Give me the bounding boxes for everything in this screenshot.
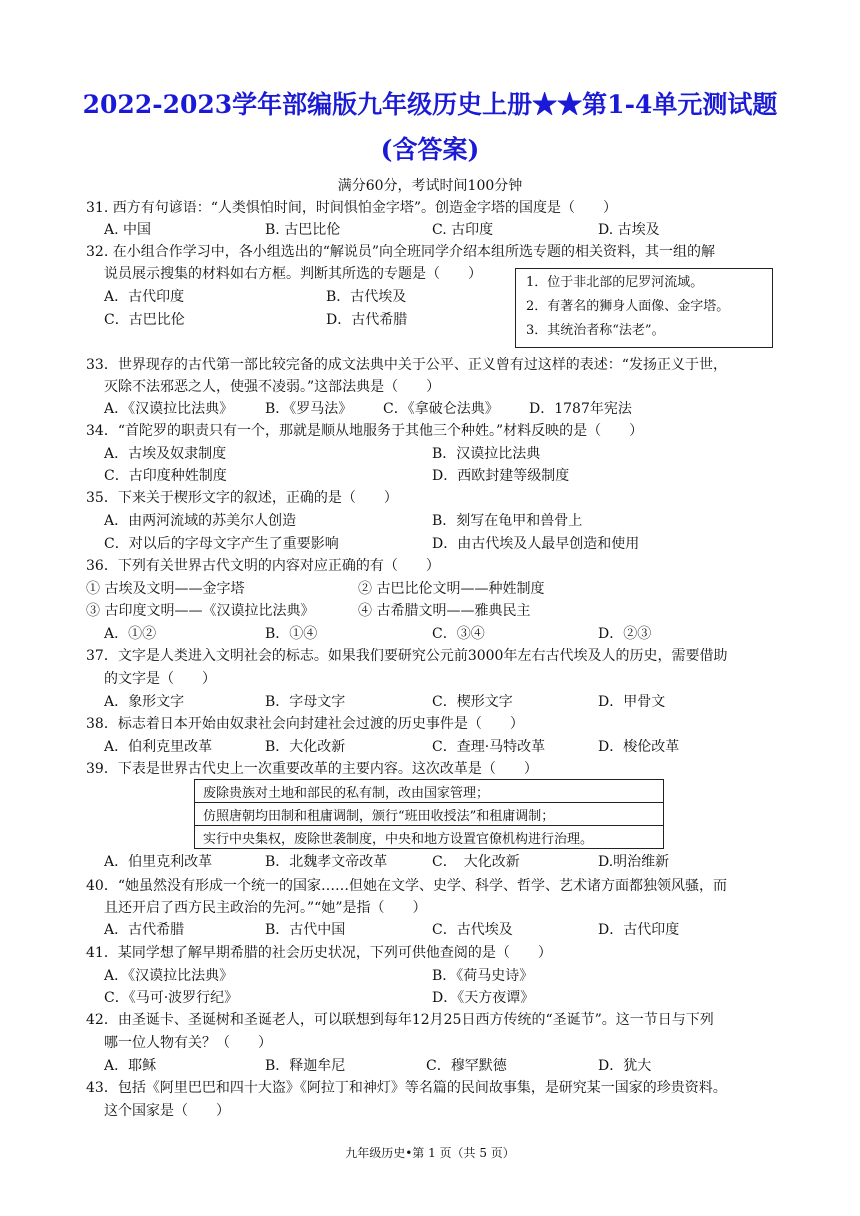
- q34-option-a: A．古埃及奴隶制度: [104, 446, 227, 462]
- q33-option-d: D．1787年宪法: [529, 401, 632, 417]
- q42-stem-2: 哪一位人物有关？（ ）: [104, 1035, 272, 1051]
- q31-stem: 31. 西方有句谚语：“人类惧怕时间，时间惧怕金字塔”。创造金字塔的国度是（ ）: [86, 200, 618, 216]
- q36-item-2: ② 古巴比伦文明——种姓制度: [358, 581, 545, 597]
- q42-option-d: D．犹大: [598, 1058, 652, 1074]
- q33-stem-2: 灭除不法邪恶之人，使强不凌弱。”这部法典是（ ）: [104, 379, 441, 395]
- q33-option-b: B．《罗马法》: [265, 401, 353, 417]
- q43-stem-1: 43．包括《阿里巴巴和四十大盗》《阿拉丁和神灯》等名篇的民间故事集，是研究某一国家的珍贵资料。: [86, 1080, 727, 1096]
- q32-stem-1: 32. 在小组合作学习中，各小组选出的“解说员”向全班同学介绍本组所选专题的相关资料，其一组的解: [86, 244, 716, 260]
- q34-option-b: B．汉谟拉比法典: [432, 446, 541, 462]
- q36-option-c: C．③④: [432, 626, 485, 642]
- q36-option-a: A．①②: [104, 626, 157, 642]
- q40-option-a: A．古代希腊: [104, 922, 185, 938]
- table-row: [195, 780, 664, 803]
- q38-option-a: A．伯利克里改革: [104, 739, 213, 755]
- q31-option-d: D. 古埃及: [598, 222, 660, 238]
- doc-title-line1: 2022-2023学年部编版九年级历史上册★★第1-4单元测试题: [82, 90, 778, 119]
- q39-option-b: B．北魏孝文帝改革: [265, 854, 388, 870]
- q40-option-d: D．古代印度: [598, 922, 680, 938]
- q40-stem-1: 40．“她虽然没有形成一个统一的国家……但她在文学、史学、科学、哲学、艺术诸方面都独领风骚，而: [86, 878, 727, 894]
- q39-row-2: 仿照唐朝均田制和租庸调制，颁行“班田收授法”和租庸调制；: [195, 803, 664, 826]
- q37-option-a: A．象形文字: [104, 694, 185, 710]
- q41-option-a: A．《汉谟拉比法典》: [104, 968, 234, 984]
- doc-title-line2: (含答案): [380, 135, 480, 164]
- q32-stem-2: 说员展示搜集的材料如右方框。判断其所选的专题是（ ）: [104, 266, 482, 282]
- q34-option-d: D．西欧封建等级制度: [432, 468, 570, 484]
- q37-option-d: D．甲骨文: [598, 694, 666, 710]
- q32-box-line-3: 3．其统治者称“法老”。: [526, 323, 665, 338]
- q35-option-a: A．由两河流域的苏美尔人创造: [104, 513, 297, 529]
- q38-stem: 38．标志着日本开始由奴隶社会向封建社会过渡的历史事件是（ ）: [86, 716, 524, 732]
- q36-item-1: ① 古埃及文明——金字塔: [86, 581, 245, 597]
- q33-option-c: C．《拿破仑法典》: [383, 401, 499, 417]
- q35-option-c: C．对以后的字母文字产生了重要影响: [104, 536, 339, 552]
- q32-option-b: B．古代埃及: [326, 289, 407, 305]
- q39-row-3: 实行中央集权，废除世袭制度，中央和地方设置官僚机构进行治理。: [195, 826, 664, 849]
- q37-option-b: B．字母文字: [265, 694, 346, 710]
- q36-item-3: ③ 古印度文明——《汉谟拉比法典》: [86, 603, 315, 619]
- q32-option-a: A．古代印度: [104, 289, 185, 305]
- q32-material-box: [515, 268, 773, 348]
- q33-stem-1: 33．世界现存的古代第一部比较完备的成文法典中关于公平、正义曾有过这样的表述：“发扬正义于世，: [86, 357, 727, 373]
- q41-stem: 41．某同学想了解早期希腊的社会历史状况，下列可供他查阅的是（ ）: [86, 945, 552, 961]
- q39-option-c: C． 大化改新: [432, 854, 520, 870]
- q38-option-c: C．查理·马特改革: [432, 739, 546, 755]
- q34-option-c: C．古印度种姓制度: [104, 468, 227, 484]
- table-row: [195, 803, 664, 826]
- q31-option-c: C. 古印度: [432, 222, 494, 238]
- doc-subtitle: 满分60分，考试时间100分钟: [337, 178, 523, 194]
- q42-stem-1: 42．由圣诞卡、圣诞树和圣诞老人，可以联想到每年12月25日西方传统的“圣诞节”。这一节日与下列: [86, 1012, 714, 1028]
- q40-option-c: C．古代埃及: [432, 922, 513, 938]
- q33-option-a: A．《汉谟拉比法典》: [104, 401, 234, 417]
- q38-option-b: B．大化改新: [265, 739, 346, 755]
- q43-stem-2: 这个国家是（ ）: [104, 1103, 230, 1119]
- q42-option-c: C．穆罕默德: [426, 1058, 507, 1074]
- q36-item-4: ④ 古希腊文明——雅典民主: [358, 603, 531, 619]
- table-row: [195, 826, 664, 849]
- q40-option-b: B．古代中国: [265, 922, 346, 938]
- q39-row-1: 废除贵族对土地和部民的私有制，改由国家管理；: [195, 780, 664, 803]
- q42-option-a: A．耶稣: [104, 1058, 157, 1074]
- q41-option-b: B．《荷马史诗》: [432, 968, 534, 984]
- q37-stem-1: 37．文字是人类进入文明社会的标志。如果我们要研究公元前3000年左右古代埃及人的历史，需要借助: [86, 648, 728, 664]
- page-footer: 九年级历史•第 1 页（共 5 页）: [345, 1146, 515, 1160]
- q40-stem-2: 且还开启了西方民主政治的先河。”“她”是指（ ）: [104, 900, 427, 916]
- q32-option-c: C．古巴比伦: [104, 312, 185, 328]
- q39-stem: 39．下表是世界古代史上一次重要改革的主要内容。这次改革是（ ）: [86, 761, 538, 777]
- q36-option-b: B．①④: [265, 626, 318, 642]
- q32-box-line-2: 2．有著名的狮身人面像、金字塔。: [526, 299, 730, 314]
- q31-option-b: B. 古巴比伦: [265, 222, 341, 238]
- q36-stem: 36．下列有关世界古代文明的内容对应正确的有（ ）: [86, 558, 440, 574]
- q39-content-table: [194, 779, 664, 849]
- q37-option-c: C．楔形文字: [432, 694, 513, 710]
- q31-option-a: A. 中国: [104, 222, 152, 238]
- q32-option-d: D．古代希腊: [326, 312, 408, 328]
- q35-option-d: D．由古代埃及人最早创造和使用: [432, 536, 640, 552]
- q37-stem-2: 的文字是（ ）: [104, 671, 216, 687]
- q36-option-d: D．②③: [598, 626, 652, 642]
- q39-option-d: D.明治维新: [598, 854, 670, 870]
- q41-option-c: C．《马可·波罗行纪》: [104, 990, 239, 1006]
- q42-option-b: B．释迦牟尼: [265, 1058, 346, 1074]
- q35-option-b: B．刻写在龟甲和兽骨上: [432, 513, 583, 529]
- q32-box-line-1: 1．位于非北部的尼罗河流域。: [526, 275, 704, 290]
- q38-option-d: D．梭伦改革: [598, 739, 680, 755]
- q39-option-a: A．伯里克利改革: [104, 854, 213, 870]
- q35-stem: 35．下来关于楔形文字的叙述，正确的是（ ）: [86, 490, 398, 506]
- q41-option-d: D．《天方夜谭》: [432, 990, 535, 1006]
- q34-stem: 34．“首陀罗的职责只有一个，那就是顺从地服务于其他三个种姓。”材料反映的是（ ）: [86, 423, 644, 439]
